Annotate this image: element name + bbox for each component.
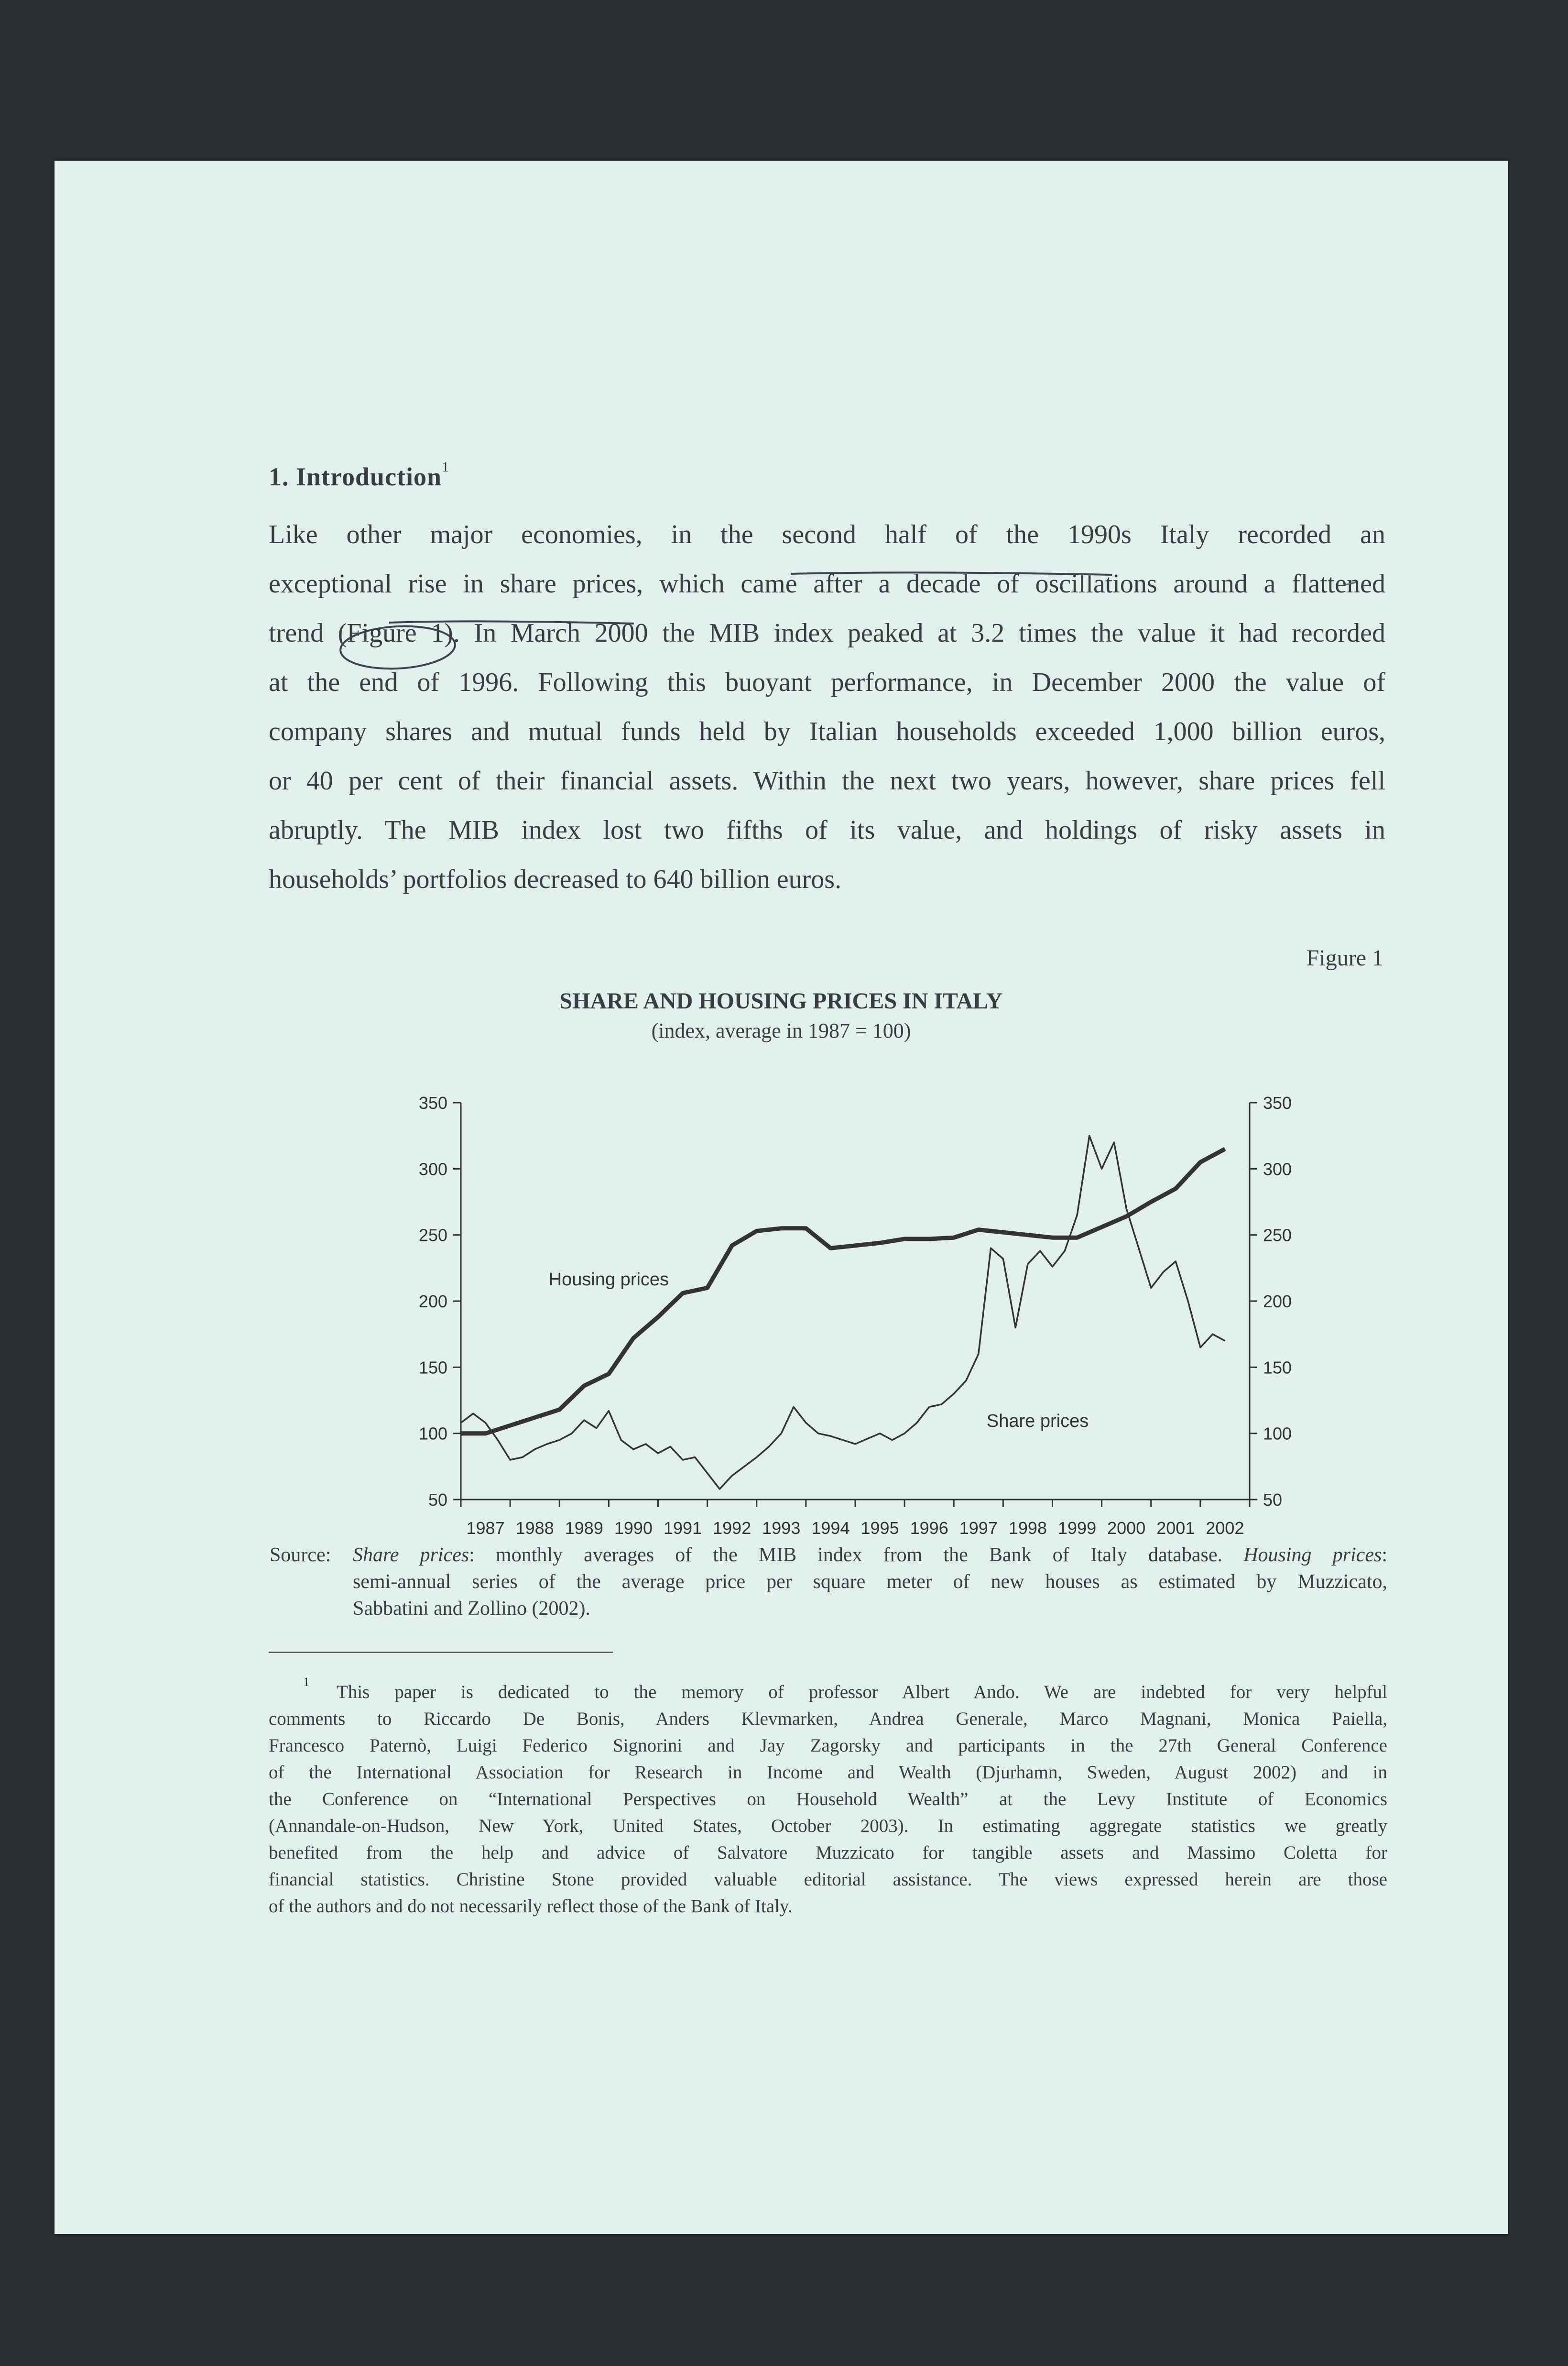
x-tick-label: 1992 [713, 1518, 751, 1538]
x-tick-label: 1996 [910, 1518, 948, 1538]
figure-label: Figure 1 [1306, 945, 1383, 971]
y-tick-label: 150 [1263, 1358, 1292, 1378]
source-italic-term: Housing prices [1243, 1544, 1382, 1566]
chart-title: SHARE AND HOUSING PRICES IN ITALY [559, 988, 1003, 1014]
y-tick-label: 350 [1263, 1093, 1292, 1113]
section-heading [269, 459, 450, 492]
paragraph-line: trend (Figure 1). In March 2000 the MIB index peaked at 3.2 times the value it had recorded [269, 618, 1385, 648]
chart-subtitle: (index, average in 1987 = 100) [651, 1019, 911, 1042]
x-tick-label: 1995 [860, 1518, 899, 1538]
paragraph-line: at the end of 1996. Following this buoyant performance, in December 2000 the value of [269, 668, 1385, 697]
y-tick-label: 350 [418, 1093, 447, 1113]
x-tick-label: 2001 [1156, 1518, 1195, 1538]
y-tick-label: 50 [428, 1490, 447, 1510]
footnote-line: benefited from the help and advice of Salvatore Muzzicato for tangible assets and Massimo Coletta for [269, 1842, 1387, 1863]
paragraph-line: abruptly. The MIB index lost two fifths of its value, and holdings of risky assets in [269, 815, 1385, 845]
y-tick-label: 250 [418, 1225, 447, 1245]
footnote-line: (Annandale-on-Hudson, New York, United States, October 2003). In estimating aggregate statistics we greatly [269, 1816, 1387, 1836]
x-tick-label: 1993 [762, 1518, 801, 1538]
paper-page [54, 161, 1508, 2234]
heading-text: 1. Introduction [269, 462, 442, 491]
heading-footnote-mark: 1 [442, 459, 450, 475]
paragraph-line: exceptional rise in share prices, which came after a decade of oscillations around a flattened [269, 569, 1385, 599]
footnote-line: financial statistics. Christine Stone provided valuable editorial assistance. The views expressed herein are those [269, 1869, 1387, 1890]
series-line-housing-prices [461, 1149, 1225, 1434]
x-tick-label: 1987 [466, 1518, 505, 1538]
y-tick-label: 300 [418, 1159, 447, 1179]
y-tick-label: 100 [418, 1424, 447, 1444]
footnote-line: comments to Riccardo De Bonis, Anders Klevmarken, Andrea Generale, Marco Magnani, Monica Paiella, [269, 1709, 1387, 1729]
x-tick-label: 2000 [1107, 1518, 1146, 1538]
source-line: Sabbatini and Zollino (2002). [353, 1598, 590, 1620]
paragraph-line: Like other major economies, in the second half of the 1990s Italy recorded an [269, 520, 1385, 549]
x-tick-label: 1997 [959, 1518, 998, 1538]
paragraph-line: households’ portfolios decreased to 640 billion euros. [269, 865, 842, 894]
footnote-line: of the authors and do not necessarily reflect those of the Bank of Italy. [269, 1896, 793, 1917]
series-label-share: Share prices [986, 1411, 1089, 1431]
x-tick-label: 1990 [614, 1518, 653, 1538]
series-label-housing: Housing prices [548, 1269, 669, 1290]
y-tick-label: 150 [418, 1358, 447, 1378]
y-tick-label: 200 [418, 1292, 447, 1311]
x-tick-label: 1989 [565, 1518, 603, 1538]
x-tick-label: 1994 [811, 1518, 850, 1538]
y-tick-label: 50 [1263, 1490, 1283, 1510]
footnote-rule [269, 1652, 613, 1653]
paragraph-line: or 40 per cent of their financial assets. Within the next two years, however, share prices fell [269, 766, 1385, 796]
footnote-line: of the International Association for Research in Income and Wealth (Djurhamn, Sweden, August 2002) and in [269, 1762, 1387, 1783]
source-italic-term: Share prices [353, 1544, 469, 1566]
y-tick-label: 300 [1263, 1159, 1292, 1179]
y-tick-label: 100 [1263, 1424, 1292, 1444]
footnote-line: Francesco Paternò, Luigi Federico Signorini and Jay Zagorsky and participants in the 27th General Conference [269, 1735, 1387, 1756]
x-tick-label: 1991 [664, 1518, 702, 1538]
x-tick-label: 2002 [1206, 1518, 1244, 1538]
source-line: semi-annual series of the average price per square meter of new houses as estimated by Muzzicato, [353, 1571, 1387, 1593]
series-line-share-prices [461, 1136, 1225, 1489]
line-chart [303, 1060, 1317, 1538]
source-line [353, 1544, 1387, 1566]
footnote-line: This paper is dedicated to the memory of professor Albert Ando. We are indebted for very helpful [337, 1682, 1387, 1702]
source-label: Source: [270, 1544, 331, 1566]
x-tick-label: 1998 [1008, 1518, 1047, 1538]
x-tick-label: 1988 [515, 1518, 554, 1538]
source-line-rest: : monthly averages of the MIB index from the Bank of Italy database. Housing prices: [469, 1544, 1387, 1566]
footnote-mark: 1 [303, 1675, 309, 1689]
y-tick-label: 250 [1263, 1225, 1292, 1245]
y-tick-label: 200 [1263, 1292, 1292, 1311]
x-tick-label: 1999 [1058, 1518, 1097, 1538]
footnote-line: the Conference on “International Perspectives on Household Wealth” at the Levy Institute of Economics [269, 1789, 1387, 1809]
paragraph-line: company shares and mutual funds held by Italian households exceeded 1,000 billion euros, [269, 717, 1385, 746]
